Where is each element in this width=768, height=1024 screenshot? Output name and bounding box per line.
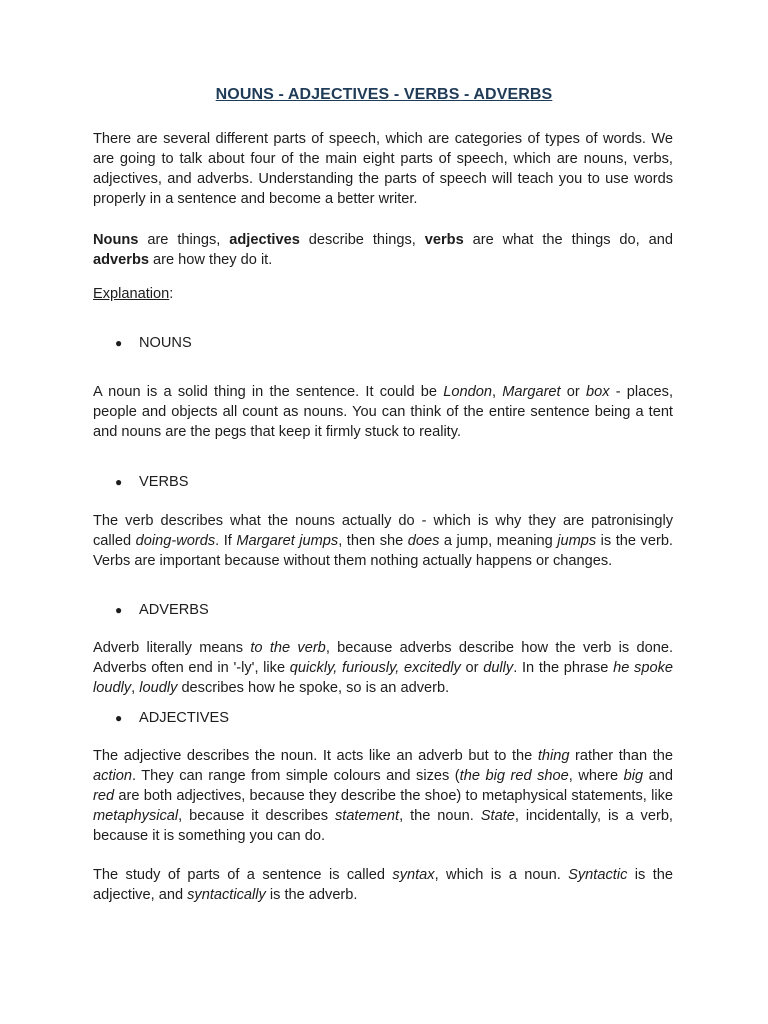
bullet-label: VERBS <box>139 474 189 490</box>
explanation-colon: : <box>169 286 174 302</box>
bullet-dot-icon: ● <box>115 336 123 350</box>
bullet-adjectives <box>115 708 229 728</box>
adjectives-paragraph: The adjective describes the noun. It acts like an adverb but to the thing rather than the action. They can range from simple colours and sizes (the big red shoe, where big and red are both adjectives, because they describe the shoe) to metaphysical statements, like metaphysical, because it describes statement, the noun. State, incidentally, is a verb, because it is something you can do. <box>93 748 674 844</box>
bullet-label: ADJECTIVES <box>139 710 230 726</box>
adverbs-paragraph: Adverb literally means to the verb, because adverbs describe how the verb is done. Adverbs often end in '-ly', like quickly, furiously, excitedly or dully. In the phrase he spoke loudly, loudly describes how he spoke, so is an adverb. <box>93 640 674 696</box>
verbs-paragraph: The verb describes what the nouns actually do - which is why they are patronisingly called doing-words. If Margaret jumps, then she does a jump, meaning jumps is the verb. Verbs are important because without them nothing actually happens or changes. <box>93 513 673 569</box>
summary-adverbs: adverbs <box>93 252 149 268</box>
bullet-dot-icon: ● <box>115 711 123 725</box>
summary-text: are things, <box>138 232 230 248</box>
summary-text: are what the things do, and <box>463 232 673 248</box>
bullet-dot-icon: ● <box>115 603 123 617</box>
page-title: NOUNS - ADJECTIVES - VERBS - ADVERBS <box>215 86 553 103</box>
summary-paragraph <box>93 230 673 270</box>
summary-text: describe things, <box>299 232 425 248</box>
bullet-adverbs <box>115 600 209 620</box>
explanation-text: Explanation <box>93 286 170 302</box>
summary-text: are how they do it. <box>148 252 273 268</box>
summary-adjectives: adjectives <box>229 232 300 248</box>
bullet-dot-icon: ● <box>115 475 123 489</box>
bullet-verbs <box>115 472 188 492</box>
explanation-label <box>93 284 173 304</box>
summary-nouns: Nouns <box>93 232 139 248</box>
bullet-label: ADVERBS <box>139 602 209 618</box>
syntax-paragraph: The study of parts of a sentence is called syntax, which is a noun. Syntactic is the adjective, and syntactically is the adverb. <box>93 867 673 903</box>
bullet-label: NOUNS <box>139 335 192 351</box>
nouns-paragraph: A noun is a solid thing in the sentence. It could be London, Margaret or box - places, people and objects all count as nouns. You can think of the entire sentence being a tent and nouns are the pegs that keep it firmly stuck to reality. <box>93 384 674 440</box>
bullet-nouns <box>115 333 192 353</box>
summary-verbs: verbs <box>424 232 464 248</box>
intro-paragraph: There are several different parts of speech, which are categories of types of words. We are going to talk about four of the main eight parts of speech, which are nouns, verbs, adjectives, and adverbs. Understanding the parts of speech will teach you to use words properly in a sentence and become a better writer. <box>93 131 673 207</box>
